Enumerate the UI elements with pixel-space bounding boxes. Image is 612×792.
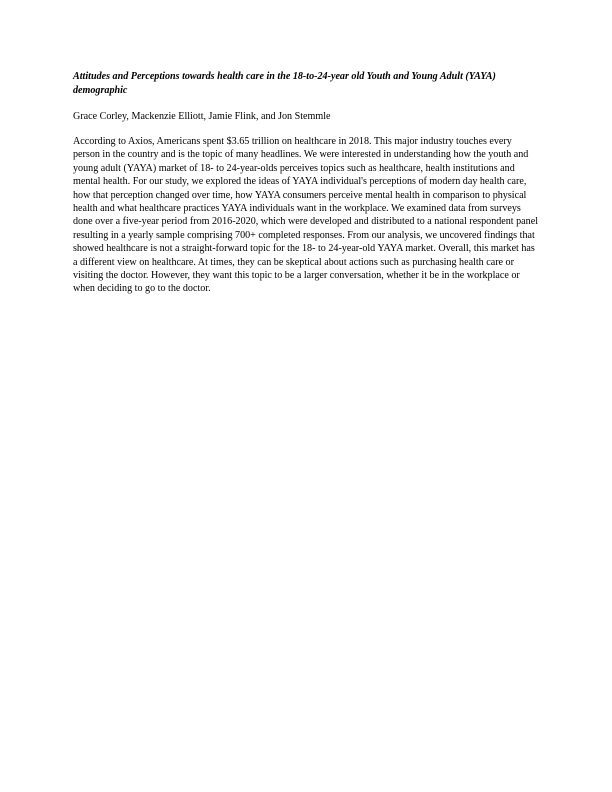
document-content — [73, 70, 539, 296]
author-list: Grace Corley, Mackenzie Elliott, Jamie Flink, and Jon Stemmle — [73, 111, 331, 122]
document-title: Attitudes and Perceptions towards health care in the 18-to-24-year old Youth and Young Adult (YAYA) demographic — [73, 71, 496, 96]
abstract-paragraph: According to Axios, Americans spent $3.65 trillion on healthcare in 2018. This major industry touches every person in the country and is the topic of many headlines. We were interested in understanding how the youth and young adult (YAYA) market of 18- to 24-year-olds perceives topics such as healthcare, health institutions and mental health. For our study, we explored the ideas of YAYA individual's perceptions of modern day health care, how that perception changed over time, how YAYA consumers perceive mental health in comparison to physical health and what healthcare practices YAYA individuals want in the workplace. We examined data from surveys done over a five-year period from 2016-2020, which were developed and distributed to a national respondent panel resulting in a yearly sample comprising 700+ completed responses. From our analysis, we uncovered findings that showed healthcare is not a straight-forward topic for the 18- to 24-year-old YAYA market. Overall, this market has a different view on healthcare. At times, they can be skeptical about actions such as purchasing health care or visiting the doctor. However, they want this topic to be a larger conversation, whether it be in the workplace or when deciding to go to the doctor. — [73, 136, 538, 295]
